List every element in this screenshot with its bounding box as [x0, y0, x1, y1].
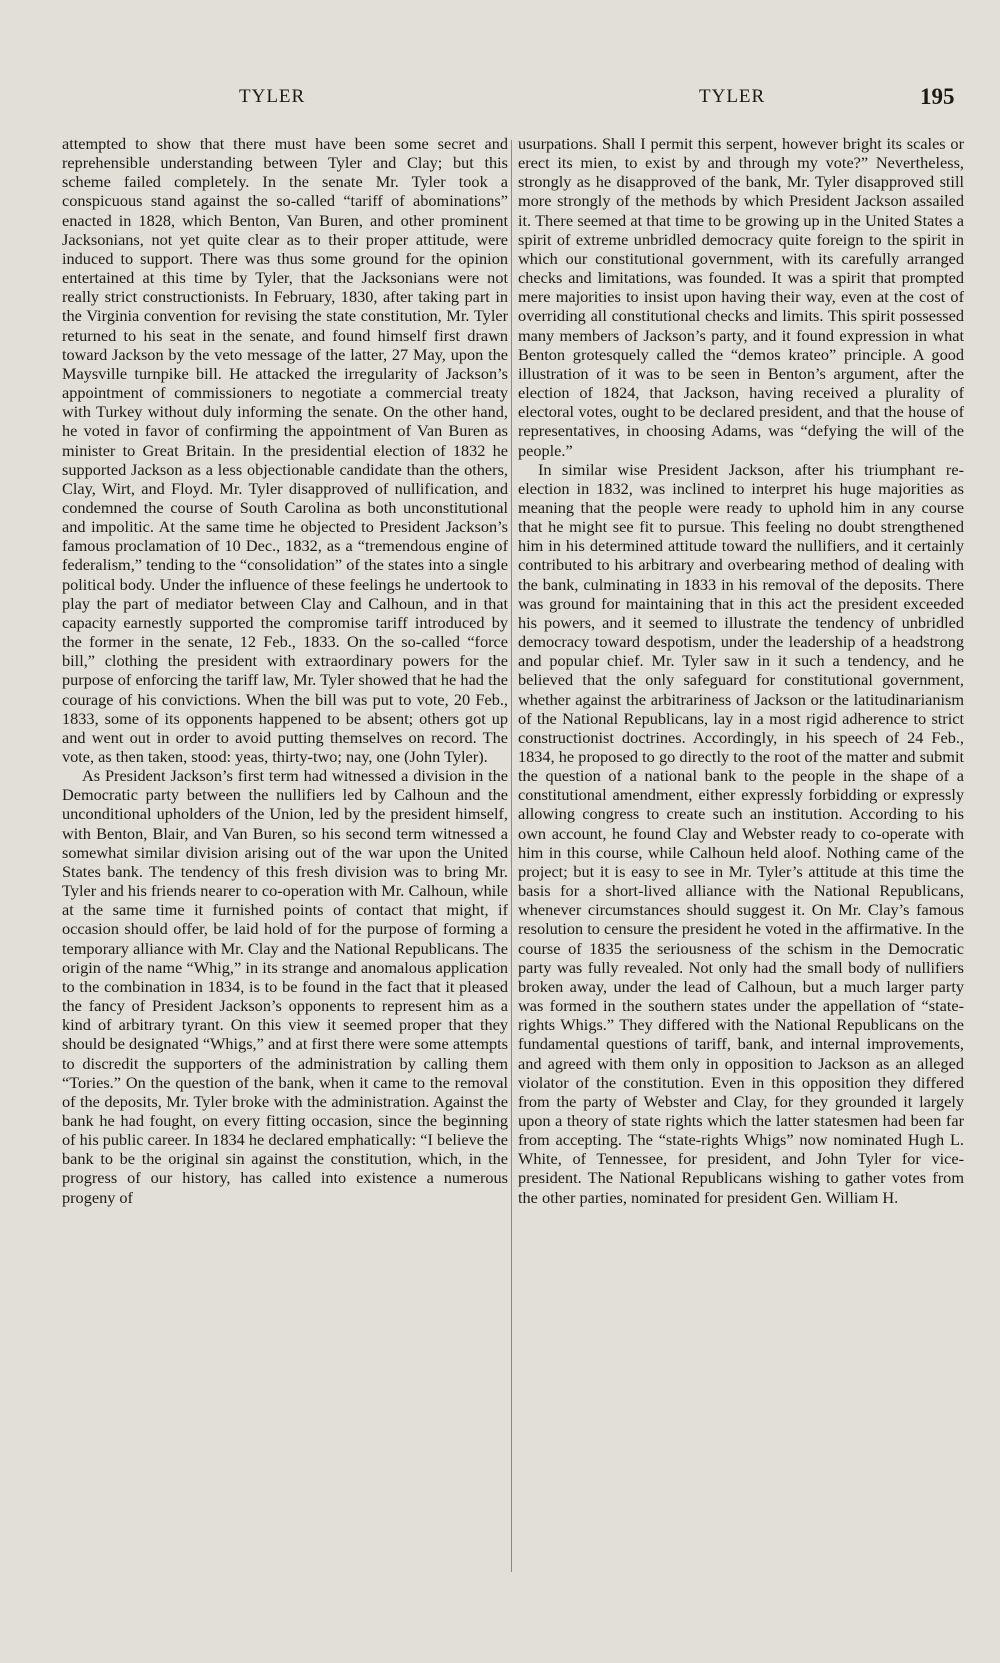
- paragraph: attempted to show that there must have been some secret and reprehensible understanding between Tyler and Clay; but this scheme failed completely. In the senate Mr. Tyler took a conspicuous stand against the so-called “tariff of abominations” enacted in 1828, which Benton, Van Buren, and other prominent Jacksonians, not yet quite clear as to their proper attitude, were induced to support. There was thus some ground for the opinion entertained at this time by Tyler, that the Jacksonians were not really strict constructionists. In February, 1830, after taking part in the Virginia convention for revising the state constitution, Mr. Tyler returned to his seat in the senate, and found himself first drawn toward Jackson by the veto message of the latter, 27 May, upon the Maysville turnpike bill. He attacked the irregularity of Jackson’s appointment of commissioners to negotiate a commercial treaty with Turkey without duly informing the senate. On the other hand, he voted in favor of confirming the appointment of Van Buren as minister to Great Britain. In the presidential election of 1832 he supported Jackson as a less objectionable candidate than the others, Clay, Wirt, and Floyd. Mr. Tyler disapproved of nullification, and condemned the course of South Carolina as both unconstitutional and impolitic. At the same time he objected to President Jackson’s famous proclamation of 10 Dec., 1832, as a “tremendous engine of federalism,” tending to the “consolidation” of the states into a single political body. Under the influence of these feelings he undertook to play the part of mediator between Clay and Calhoun, and in that capacity earnestly supported the compromise tariff introduced by the former in the senate, 12 Feb., 1833. On the so-called “force bill,” clothing the president with extraordinary powers for the purpose of enforcing the tariff law, Mr. Tyler showed that he had the courage of his convictions. When the bill was put to vote, 20 Feb., 1833, some of its opponents happened to be absent; others got up and went out in order to avoid putting themselves on record. The vote, as then taken, stood: yeas, thirty-two; nay, one (John Tyler).: [62, 134, 508, 766]
- left-column: [62, 134, 508, 1207]
- column-divider: [511, 140, 512, 1572]
- running-head-right: TYLER: [699, 86, 766, 107]
- paragraph: As President Jackson’s first term had witnessed a division in the Democratic party between the nullifiers led by Calhoun and the unconditional upholders of the Union, led by the president himself, with Benton, Blair, and Van Buren, so his second term witnessed a somewhat similar division arising out of the war upon the United States bank. The tendency of this fresh division was to bring Mr. Tyler and his friends nearer to co-operation with Mr. Calhoun, while at the same time it furnished points of contact that might, if occasion should offer, be laid hold of for the purpose of forming a temporary alliance with Mr. Clay and the National Republicans. The origin of the name “Whig,” in its strange and anomalous application to the combination in 1834, is to be found in the fact that it pleased the fancy of President Jackson’s opponents to represent him as a kind of arbitrary tyrant. On this view it seemed proper that they should be designated “Whigs,” and at first there were some attempts to discredit the supporters of the administration by calling them “Tories.” On the question of the bank, when it came to the removal of the deposits, Mr. Tyler broke with the administration. Against the bank he had fought, on every fitting occasion, since the beginning of his public career. In 1834 he declared emphatically: “I believe the bank to be the original sin against the constitution, which, in the progress of our history, has called into existence a numerous progeny of: [62, 766, 508, 1207]
- paragraph: In similar wise President Jackson, after his triumphant re-election in 1832, was inclined to interpret his huge majorities as meaning that the people were ready to uphold him in any course that he might see fit to pursue. This feeling no doubt strengthened him in his determined attitude toward the nullifiers, and it certainly contributed to his arbitrary and overbearing method of dealing with the bank, culminating in 1833 in his removal of the deposits. There was ground for maintaining that in this act the president exceeded his powers, and it seemed to illustrate the tendency of unbridled democracy toward despotism, under the leadership of a headstrong and popular chief. Mr. Tyler saw in it such a tendency, and he believed that the only safeguard for constitutional government, whether against the arbitrariness of Jackson or the latitudinarianism of the National Republicans, lay in a most rigid adherence to strict constructionist doctrines. Accordingly, in his speech of 24 Feb., 1834, he proposed to go directly to the root of the matter and submit the question of a national bank to the people in the shape of a constitutional amendment, either expressly forbidding or expressly allowing congress to create such an institution. According to his own account, he found Clay and Webster ready to co-operate with him in this course, while Calhoun held aloof. Nothing came of the project; but it is easy to see in Mr. Tyler’s attitude at this time the basis for a short-lived alliance with the National Republicans, whenever circumstances should suggest it. On Mr. Clay’s famous resolution to censure the president he voted in the affirmative. In the course of 1835 the seriousness of the schism in the Democratic party was fully revealed. Not only had the small body of nullifiers broken away, under the lead of Calhoun, but a much larger party was formed in the southern states under the appellation of “state-rights Whigs.” They differed with the National Republicans on the fundamental questions of tariff, bank, and internal improvements, and agreed with them only in opposition to Jackson as an alleged violator of the constitution. Even in this opposition they differed from the party of Webster and Clay, for they grounded it largely upon a theory of state rights which the latter statesmen had been far from accepting. The “state-rights Whigs” now nominated Hugh L. White, of Tennessee, for president, and John Tyler for vice-president. The National Republicans wishing to gather votes from the other parties, nominated for president Gen. William H.: [518, 459, 964, 1207]
- paragraph: usurpations. Shall I permit this serpent, however bright its scales or erect its mien, to exist by and through my vote?” Nevertheless, strongly as he disapproved of the bank, Mr. Tyler disapproved still more strongly of the methods by which President Jackson assailed it. There seemed at that time to be growing up in the United States a spirit of extreme unbridled democracy quite foreign to the spirit in which our constitutional government, with its carefully arranged checks and limitations, was founded. It was a spirit that prompted mere majorities to insist upon having their way, even at the cost of overriding all constitutional checks and limits. This spirit possessed many members of Jackson’s party, and it found expression in what Benton grotesquely called the “demos krateo” principle. A good illustration of it was to be seen in Benton’s argument, after the election of 1824, that Jackson, having received a plurality of electoral votes, ought to be declared president, and that the house of representatives, in choosing Adams, was “defying the will of the people.”: [518, 134, 964, 460]
- right-column: [518, 134, 964, 1207]
- running-head-left: TYLER: [239, 86, 306, 107]
- page-number: 195: [920, 84, 955, 109]
